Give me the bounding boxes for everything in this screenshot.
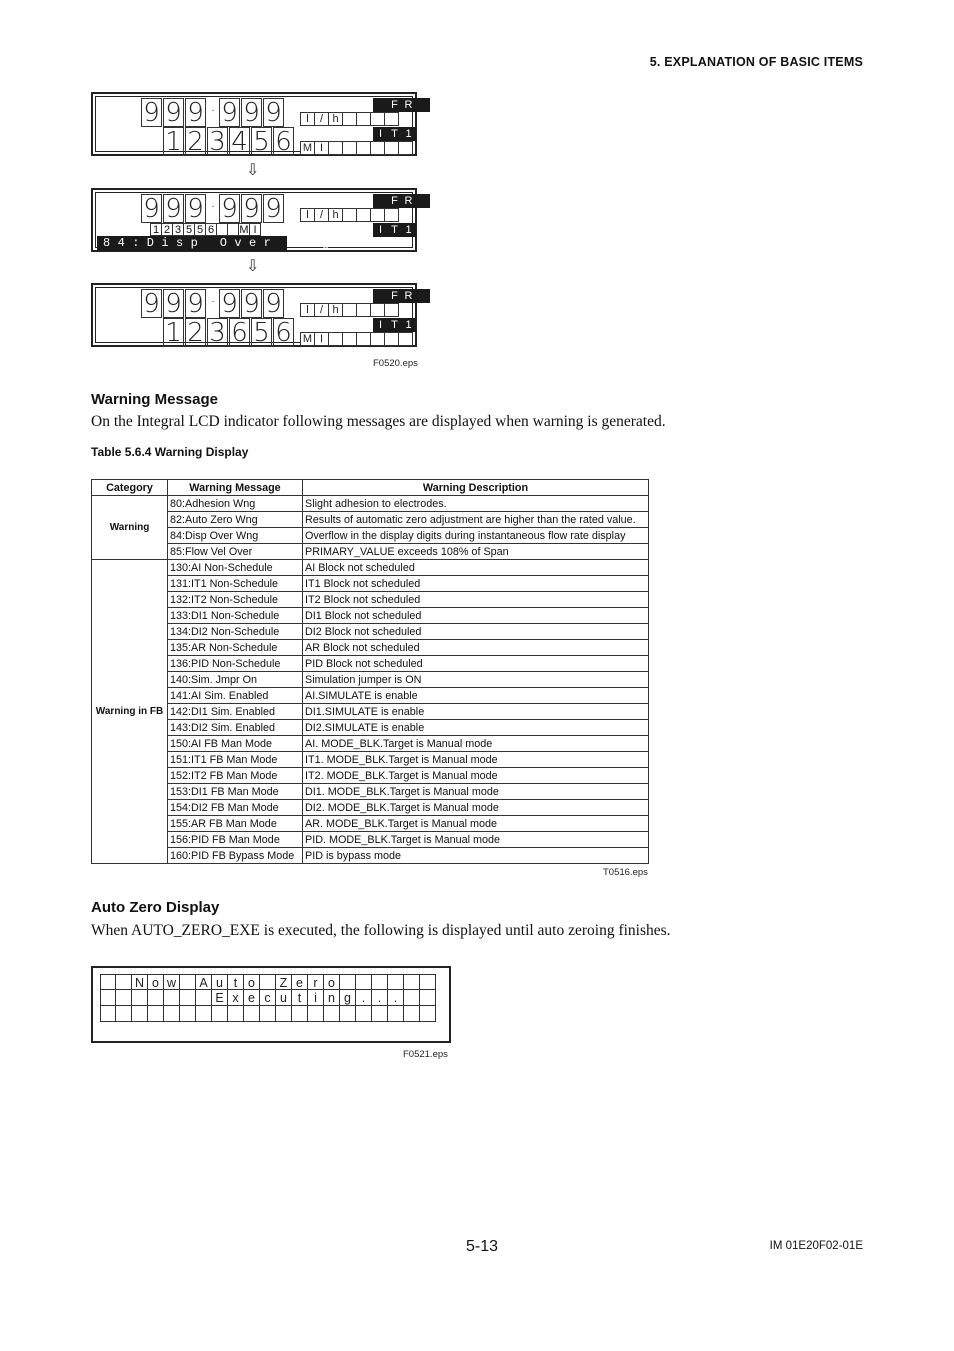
warning-description-cell: AR Block not scheduled bbox=[303, 640, 649, 656]
warning-description-cell: DI1 Block not scheduled bbox=[303, 608, 649, 624]
lcd-cell: I bbox=[314, 332, 329, 346]
document-id: IM 01E20F02-01E bbox=[769, 1240, 863, 1252]
lcd-cell bbox=[164, 1006, 180, 1022]
lcd-cell bbox=[180, 990, 196, 1006]
lcd-cell bbox=[260, 974, 276, 990]
table-row bbox=[92, 640, 649, 656]
warning-description-cell: DI1.SIMULATE is enable bbox=[303, 704, 649, 720]
warning-description-cell: IT1 Block not scheduled bbox=[303, 576, 649, 592]
warning-message-cell: 131:IT1 Non-Schedule bbox=[168, 576, 303, 592]
lcd-cell bbox=[384, 303, 399, 317]
lcd-cell: x bbox=[228, 990, 244, 1006]
lcd-digit: 6 bbox=[273, 127, 294, 156]
lcd-cell bbox=[342, 303, 357, 317]
lcd-cell: u bbox=[212, 974, 228, 990]
figure-label: F0520.eps bbox=[373, 358, 418, 369]
lcd-cell bbox=[370, 303, 385, 317]
lcd-cell bbox=[100, 1006, 116, 1022]
warning-message-cell: 143:DI2 Sim. Enabled bbox=[168, 720, 303, 736]
lcd-digit: 6 bbox=[273, 318, 294, 347]
lcd-cell bbox=[260, 1006, 276, 1022]
lcd-cell bbox=[356, 208, 371, 222]
warning-description-cell: AI. MODE_BLK.Target is Manual mode bbox=[303, 736, 649, 752]
lcd-cell bbox=[372, 974, 388, 990]
lcd-cell: r bbox=[308, 974, 324, 990]
lcd-digit: 9 bbox=[263, 194, 284, 223]
table-label: T0516.eps bbox=[603, 867, 648, 878]
lcd-cell: I bbox=[373, 318, 388, 332]
table-row bbox=[92, 608, 649, 624]
column-header: Category bbox=[92, 480, 168, 496]
auto-zero-lcd-panel bbox=[91, 966, 451, 1043]
lcd-cell: / bbox=[314, 208, 329, 222]
lcd-cell bbox=[100, 990, 116, 1006]
table-row bbox=[92, 512, 649, 528]
lcd-cell: 6 bbox=[205, 223, 217, 236]
lcd-cell: M bbox=[239, 224, 249, 236]
lcd-cell: E bbox=[212, 990, 228, 1006]
auto-zero-section-text: When AUTO_ZERO_EXE is executed, the following is displayed until auto zeroing finishes. bbox=[91, 922, 671, 939]
unit-row bbox=[301, 112, 399, 126]
auto-zero-section-title: Auto Zero Display bbox=[91, 899, 220, 916]
fr-indicator bbox=[374, 289, 430, 303]
lcd-cell bbox=[148, 990, 164, 1006]
figure-label: F0521.eps bbox=[403, 1049, 448, 1060]
lcd-cell bbox=[356, 141, 371, 155]
table-row bbox=[92, 704, 649, 720]
lcd-cell: t bbox=[228, 974, 244, 990]
warning-message-cell: 85:Flow Vel Over bbox=[168, 544, 303, 560]
lcd-cell bbox=[370, 332, 385, 346]
big-digit-row bbox=[141, 289, 285, 318]
table-row bbox=[92, 832, 649, 848]
lcd-digit: 3 bbox=[207, 127, 228, 156]
section-header: 5. EXPLANATION OF BASIC ITEMS bbox=[649, 55, 863, 69]
warning-description-cell: Slight adhesion to electrodes. bbox=[303, 496, 649, 512]
table-row bbox=[92, 768, 649, 784]
table-row bbox=[92, 800, 649, 816]
warning-message-cell: 155:AR FB Man Mode bbox=[168, 816, 303, 832]
fr-indicator bbox=[374, 194, 430, 208]
lcd-cell: 1 bbox=[401, 223, 416, 237]
lcd-cell: h bbox=[328, 208, 343, 222]
lcd-digit: 3 bbox=[207, 318, 228, 347]
lcd-cell: t bbox=[292, 990, 308, 1006]
lcd-cell bbox=[356, 332, 371, 346]
lcd-cell bbox=[342, 208, 357, 222]
lcd-cell bbox=[340, 1006, 356, 1022]
down-arrow-icon: ⇩ bbox=[246, 258, 260, 275]
table-row bbox=[92, 544, 649, 560]
lcd-cell bbox=[196, 1006, 212, 1022]
lcd-cell bbox=[356, 303, 371, 317]
lcd-cell: R bbox=[401, 194, 416, 208]
warning-section-title: Warning Message bbox=[91, 391, 218, 408]
lcd-cell bbox=[328, 141, 343, 155]
lcd-cell: o bbox=[324, 974, 340, 990]
lcd-cell: 5 bbox=[194, 223, 206, 236]
warning-description-cell: Overflow in the display digits during instantaneous flow rate display bbox=[303, 528, 649, 544]
table-header-row bbox=[92, 480, 649, 496]
lcd-cell bbox=[164, 990, 180, 1006]
lcd-cell: h bbox=[328, 303, 343, 317]
table-row bbox=[92, 576, 649, 592]
lcd-cell: N bbox=[132, 974, 148, 990]
lcd-cell: 3 bbox=[172, 223, 184, 236]
decimal-point: . bbox=[211, 199, 215, 210]
lcd-digit: 1 bbox=[163, 127, 184, 156]
lcd-cell: l bbox=[300, 303, 315, 317]
warning-message-cell: 140:Sim. Jmpr On bbox=[168, 672, 303, 688]
lcd-cell: I bbox=[373, 127, 388, 141]
warning-section-text: On the Integral LCD indicator following messages are displayed when warning is generated. bbox=[91, 413, 666, 430]
warning-message-cell: 142:DI1 Sim. Enabled bbox=[168, 704, 303, 720]
lcd-cell bbox=[324, 1006, 340, 1022]
lcd-cell bbox=[404, 1006, 420, 1022]
lcd-digit: 2 bbox=[185, 127, 206, 156]
lcd-digit: 9 bbox=[241, 289, 262, 318]
lcd-digit: 9 bbox=[263, 98, 284, 127]
lcd-digit: 5 bbox=[251, 127, 272, 156]
warning-description-cell: IT1. MODE_BLK.Target is Manual mode bbox=[303, 752, 649, 768]
it1-indicator bbox=[374, 318, 416, 332]
lcd-cell bbox=[356, 974, 372, 990]
lcd-digit-blank bbox=[141, 127, 162, 156]
lcd-cell bbox=[420, 990, 436, 1006]
warning-description-cell: Simulation jumper is ON bbox=[303, 672, 649, 688]
lcd-cell bbox=[388, 974, 404, 990]
unit-row bbox=[301, 208, 399, 222]
warning-message-cell: 156:PID FB Man Mode bbox=[168, 832, 303, 848]
decimal-point: . bbox=[211, 103, 215, 114]
small-digit-row bbox=[151, 223, 261, 236]
lcd-cell bbox=[372, 1006, 388, 1022]
lcd-cell: M bbox=[300, 332, 315, 346]
warning-description-cell: PID. MODE_BLK.Target is Manual mode bbox=[303, 832, 649, 848]
warning-description-cell: AI Block not scheduled bbox=[303, 560, 649, 576]
lcd-cell bbox=[244, 1006, 260, 1022]
lcd-panel-2 bbox=[91, 188, 417, 252]
warning-description-cell: PRIMARY_VALUE exceeds 108% of Span bbox=[303, 544, 649, 560]
lcd-cell bbox=[212, 1006, 228, 1022]
warning-message-cell: 132:IT2 Non-Schedule bbox=[168, 592, 303, 608]
lcd-cell bbox=[356, 1006, 372, 1022]
lcd-cell bbox=[116, 1006, 132, 1022]
warning-message-cell: 80:Adhesion Wng bbox=[168, 496, 303, 512]
category-cell: Warning bbox=[92, 496, 168, 560]
table-row bbox=[92, 560, 649, 576]
lcd-digit: 9 bbox=[241, 98, 262, 127]
lcd-cell bbox=[340, 974, 356, 990]
lcd-cell bbox=[415, 289, 430, 303]
lcd-cell: T bbox=[387, 127, 402, 141]
table-row bbox=[92, 720, 649, 736]
lcd-digit-blank bbox=[141, 318, 162, 347]
lcd-cell: Z bbox=[276, 974, 292, 990]
lcd-cell bbox=[420, 1006, 436, 1022]
lcd-cell: 5 bbox=[183, 223, 195, 236]
warning-description-cell: DI2.SIMULATE is enable bbox=[303, 720, 649, 736]
warning-description-cell: DI1. MODE_BLK.Target is Manual mode bbox=[303, 784, 649, 800]
lcd-cell bbox=[370, 112, 385, 126]
lcd-digit: 9 bbox=[219, 289, 240, 318]
table-row bbox=[92, 816, 649, 832]
lcd-cell bbox=[180, 1006, 196, 1022]
warning-message-bar: 84:Disp Over Wng bbox=[97, 236, 287, 251]
table-row bbox=[92, 688, 649, 704]
lcd-digit: 9 bbox=[185, 194, 206, 223]
lcd-cell: o bbox=[148, 974, 164, 990]
mode-row bbox=[301, 141, 413, 155]
warning-message-cell: 134:DI2 Non-Schedule bbox=[168, 624, 303, 640]
category-cell: Warning in FB bbox=[92, 560, 168, 864]
lcd-cell: F bbox=[387, 98, 402, 112]
lcd-digit: 4 bbox=[229, 127, 250, 156]
lcd-cell bbox=[132, 990, 148, 1006]
lcd-cell bbox=[342, 112, 357, 126]
warning-message-cell: 130:AI Non-Schedule bbox=[168, 560, 303, 576]
lcd-cell: w bbox=[164, 974, 180, 990]
lcd-cell bbox=[398, 332, 413, 346]
mode-row bbox=[301, 332, 413, 346]
lcd-cell: g bbox=[340, 990, 356, 1006]
lcd-digit: 9 bbox=[219, 98, 240, 127]
lcd-cell: M bbox=[300, 141, 315, 155]
table-row bbox=[92, 656, 649, 672]
lcd-cell bbox=[342, 141, 357, 155]
lcd-digit: 9 bbox=[185, 98, 206, 127]
lcd-cell bbox=[404, 990, 420, 1006]
lcd-cell: i bbox=[308, 990, 324, 1006]
unit-row bbox=[301, 303, 399, 317]
lcd-cell: I bbox=[373, 223, 388, 237]
lcd-cell: I bbox=[249, 223, 261, 236]
warning-message-cell: 133:DI1 Non-Schedule bbox=[168, 608, 303, 624]
lcd-cell: e bbox=[292, 974, 308, 990]
lcd-cell: l bbox=[300, 208, 315, 222]
big-digit-row bbox=[141, 98, 285, 127]
warning-message-cell: 141:AI Sim. Enabled bbox=[168, 688, 303, 704]
warning-message-cell: 82:Auto Zero Wng bbox=[168, 512, 303, 528]
warning-description-cell: PID Block not scheduled bbox=[303, 656, 649, 672]
warning-message-cell: 84:Disp Over Wng bbox=[168, 528, 303, 544]
lcd-digit: 6 bbox=[229, 318, 250, 347]
lcd-cell bbox=[132, 1006, 148, 1022]
lcd-cell: o bbox=[244, 974, 260, 990]
lcd-cell: h bbox=[328, 112, 343, 126]
warning-description-cell: IT2. MODE_BLK.Target is Manual mode bbox=[303, 768, 649, 784]
lcd-digit: 5 bbox=[251, 318, 272, 347]
lcd-digit: 9 bbox=[163, 289, 184, 318]
lcd-digit: 9 bbox=[141, 98, 162, 127]
warning-message-cell: 136:PID Non-Schedule bbox=[168, 656, 303, 672]
fr-indicator bbox=[374, 98, 430, 112]
lcd-cell bbox=[415, 98, 430, 112]
table-row bbox=[92, 672, 649, 688]
big-digit-row bbox=[141, 318, 295, 347]
warning-message-cell: 135:AR Non-Schedule bbox=[168, 640, 303, 656]
lcd-panel-3 bbox=[91, 283, 417, 347]
lcd-cell bbox=[384, 112, 399, 126]
lcd-cell: . bbox=[388, 990, 404, 1006]
lcd-cell: / bbox=[314, 303, 329, 317]
lcd-cell bbox=[384, 141, 399, 155]
lcd-digit: 1 bbox=[163, 318, 184, 347]
lcd-cell bbox=[388, 1006, 404, 1022]
lcd-digit: 9 bbox=[185, 289, 206, 318]
lcd-cell bbox=[116, 990, 132, 1006]
warning-message-cell: 152:IT2 FB Man Mode bbox=[168, 768, 303, 784]
lcd-cell: . bbox=[372, 990, 388, 1006]
lcd-cell: n bbox=[324, 990, 340, 1006]
lcd-cell bbox=[370, 208, 385, 222]
lcd-digit: 9 bbox=[263, 289, 284, 318]
lcd-cell: e bbox=[244, 990, 260, 1006]
lcd-digit: 9 bbox=[241, 194, 262, 223]
page-number: 5-13 bbox=[466, 1238, 499, 1255]
lcd-cell: T bbox=[387, 318, 402, 332]
lcd-cell bbox=[342, 332, 357, 346]
warning-description-cell: AI.SIMULATE is enable bbox=[303, 688, 649, 704]
warning-message-cell: 154:DI2 FB Man Mode bbox=[168, 800, 303, 816]
lcd-digit: 9 bbox=[163, 98, 184, 127]
lcd-cell: F bbox=[387, 289, 402, 303]
lcd-cell: u bbox=[276, 990, 292, 1006]
lcd-cell: 1 bbox=[401, 127, 416, 141]
lcd-cell: I bbox=[314, 141, 329, 155]
lcd-cell: / bbox=[314, 112, 329, 126]
lcd-cell bbox=[292, 1006, 308, 1022]
warning-message-cell: 153:DI1 FB Man Mode bbox=[168, 784, 303, 800]
decimal-point: . bbox=[211, 294, 215, 305]
table-row bbox=[92, 784, 649, 800]
lcd-cell bbox=[196, 990, 212, 1006]
table-row bbox=[92, 752, 649, 768]
lcd-cell: F bbox=[387, 194, 402, 208]
table-row bbox=[92, 736, 649, 752]
warning-description-cell: DI2. MODE_BLK.Target is Manual mode bbox=[303, 800, 649, 816]
lcd-cell bbox=[308, 1006, 324, 1022]
warning-description-cell: DI2 Block not scheduled bbox=[303, 624, 649, 640]
table-row bbox=[92, 624, 649, 640]
lcd-cell bbox=[373, 194, 388, 208]
lcd-digit: 9 bbox=[141, 194, 162, 223]
lcd-cell bbox=[276, 1006, 292, 1022]
big-digit-row bbox=[141, 194, 285, 223]
lcd-cell bbox=[420, 974, 436, 990]
warning-description-cell: Results of automatic zero adjustment are higher than the rated value. bbox=[303, 512, 649, 528]
table-row bbox=[92, 496, 649, 512]
lcd-cell bbox=[328, 332, 343, 346]
lcd-cell bbox=[404, 974, 420, 990]
lcd-cell bbox=[415, 194, 430, 208]
it1-indicator bbox=[374, 223, 416, 237]
lcd-cell bbox=[384, 332, 399, 346]
lcd-digit: 9 bbox=[141, 289, 162, 318]
big-digit-row bbox=[141, 127, 295, 156]
down-arrow-icon: ⇩ bbox=[246, 162, 260, 179]
warning-description-cell: AR. MODE_BLK.Target is Manual mode bbox=[303, 816, 649, 832]
column-header: Warning Message bbox=[168, 480, 303, 496]
lcd-cell: c bbox=[260, 990, 276, 1006]
lcd-cell bbox=[116, 974, 132, 990]
lcd-cell: . bbox=[356, 990, 372, 1006]
lcd-cell bbox=[148, 1006, 164, 1022]
warning-message-cell: 160:PID FB Bypass Mode bbox=[168, 848, 303, 864]
column-header: Warning Description bbox=[303, 480, 649, 496]
lcd-cell: 1 bbox=[401, 318, 416, 332]
table-row bbox=[92, 592, 649, 608]
warning-table bbox=[91, 479, 649, 864]
lcd-cell bbox=[356, 112, 371, 126]
warning-message-cell: 151:IT1 FB Man Mode bbox=[168, 752, 303, 768]
table-row bbox=[92, 848, 649, 864]
lcd-digit: 9 bbox=[163, 194, 184, 223]
table-title: Table 5.6.4 Warning Display bbox=[91, 445, 249, 459]
lcd-cell: 1 bbox=[150, 223, 162, 236]
table-row bbox=[92, 528, 649, 544]
it1-indicator bbox=[374, 127, 416, 141]
warning-description-cell: PID is bypass mode bbox=[303, 848, 649, 864]
lcd-cell bbox=[373, 289, 388, 303]
lcd-cell bbox=[373, 98, 388, 112]
lcd-cell: A bbox=[196, 974, 212, 990]
lcd-cell: l bbox=[300, 112, 315, 126]
lcd-cell bbox=[370, 141, 385, 155]
lcd-cell: T bbox=[387, 223, 402, 237]
lcd-cell: 2 bbox=[161, 223, 173, 236]
lcd-cell: R bbox=[401, 98, 416, 112]
lcd-cell: R bbox=[401, 289, 416, 303]
lcd-digit: 9 bbox=[219, 194, 240, 223]
warning-description-cell: IT2 Block not scheduled bbox=[303, 592, 649, 608]
lcd-panel-1 bbox=[91, 92, 417, 156]
lcd-cell bbox=[180, 974, 196, 990]
warning-message-cell: 150:AI FB Man Mode bbox=[168, 736, 303, 752]
lcd-cell bbox=[228, 1006, 244, 1022]
lcd-cell bbox=[100, 974, 116, 990]
lcd-cell bbox=[398, 141, 413, 155]
lcd-digit: 2 bbox=[185, 318, 206, 347]
lcd-cell bbox=[384, 208, 399, 222]
